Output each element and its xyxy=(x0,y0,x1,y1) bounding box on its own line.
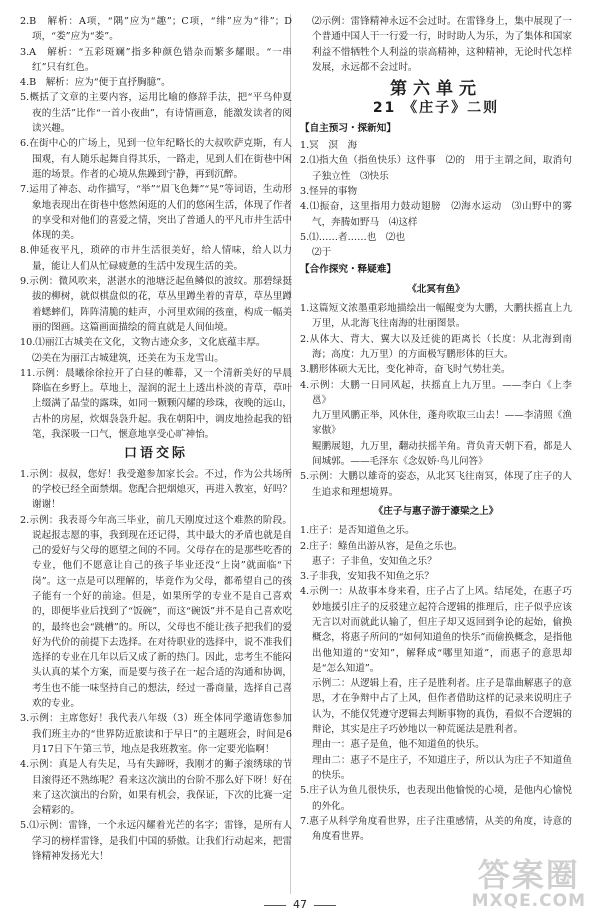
preview-3: 3.怪异的事物 xyxy=(300,185,358,197)
section-heading-preview: 【自主预习・探新知】 xyxy=(300,122,396,134)
preview-2: 2.⑴指大鱼（指鱼快乐）这件事 ⑵的 用于主谓之间，取消句子独立性 ⑶快乐 xyxy=(300,155,572,182)
haoliang-4-b: 示例二：从逻辑上看，庄子是胜利者。庄子是靠曲解惠子的意思，才在争辩中占了上风，但作者借助这样的记录来说明庄子认为，不能仅凭遵守逻辑去判断事物的真伪，看似不合逻辑的辩论，其实是庄子巧妙地以一种荒诞法是胜利者。 xyxy=(312,678,572,736)
answer-8: 8.伸延夜平凡，琐碎的市井生活很美好，给人情味，给人以力量，能让人们从忙碌疲惫的生活中发现生活的美。 xyxy=(20,245,292,272)
answer-9: 9.示例：微风吹来，湛湛水的池塘泛起鱼鳞似的波纹。那碧绿挺拔的柳树，就似棋盘似的花，草丛里蹲坐着的青草，草丛里蹲着蟋蟀们，阵阵清脆的蛙声，小河里欢闹的孩童，构成一幅美丽的图画。这篇画面描绘的简直就是人间仙境。 xyxy=(20,276,292,333)
haoliang-2: 2.庄子：鲦鱼出游从容，是鱼之乐也。 xyxy=(300,540,463,552)
beiming-3: 3.鹏形体硕大无比，变化神奇，奋飞时气势壮美。 xyxy=(300,364,511,376)
beiming-4: 4.示例：大鹏一日同风起，扶摇直上九万里。——李白《上李邕》 xyxy=(300,379,572,406)
beiming-1: 1.这篇短文浓墨重彩地描绘出一幅鲲变为大鹏，大鹏扶摇直上九万里，从北海飞往南海的壮丽图景。 xyxy=(300,303,572,330)
oral-answer-2: 2.示例：我表哥今年高三毕业，前几天刚度过这个难熬的阶段。说起报志愿的事，我到现在还记得，其中最大的矛盾也就是自己的爱好与父母的愿望之间的不同。父母存在的是那些吃香的专业，他们不愿意让自己的孩子毕业还没“上岗”就面临“下岗”。这一点是可以理解的，毕竟作为父母，都希望自己的孩子能有一个好的前途。但是，如果所学的专业不是自己喜欢的，即便毕业后找到了“饭碗”，而这“碗饭”并不是自己喜欢吃的，最终也会“跳槽”的。所以，父母也不能让孩子把我们的爱好为代价的前提下去选择。在对待职业的选择中，说不准我们选择的专业在几年以后又成了新的热门。因此，忠考生不能闷头认真的某个方案，而是要与孩子在一起合适的沟通和协调，考生也不能一味坚持自己的想法，经过一番商量，选择自己喜欢的专业。 xyxy=(20,514,292,710)
haoliang-7: 7.惠子从科学角度看世界，庄子注重感情，从美的角度，诗意的角度看世界。 xyxy=(300,815,572,843)
answer-6: 6.在街中心的广场上，见到一位年纪略长的大叔吹萨克斯，有人围观，有人随乐起舞自得其乐，一路走，见到人们在街巷中闲逛的场景。作者的心境从焦躁到宁静，再到沉醉。 xyxy=(20,138,292,180)
answer-10: 10.⑴丽江古城美在文化，文物古迹众多，文化底蕴丰厚。 xyxy=(20,337,266,349)
oral-answer-4: 4.示例：真是人有失足，马有失蹄呀，我刚才的狮子滚绣球的节目滚得还不熟练呢？看来这次演出的台阶不那么好下呀！好在来了这次演出的台阶，如果有机会，我保证，下次的比赛一定会精彩的。 xyxy=(20,759,292,817)
haoliang-4: 4.示例一：从故事本身来看，庄子占了上风。结尾处，在惠子巧妙地援引庄子的反驳建立起符合逻辑的推理后，庄子似乎应该无言以对而就此认输了，但庄子却又返回到争论的起始，偷换概念，将惠子所问的“如何知道鱼的快乐”而偷换概念，是指他出他知道的“安知”，解释成“哪里知道”，而惠子的意思却是“怎么知道”。 xyxy=(300,586,572,674)
answer-3: 3.A 解析：“五彩斑斓”指多种颜色错杂而繁多耀眼。“一串红”只有红色。 xyxy=(20,46,292,73)
haoliang-4-c: 理由一：惠子是鱼，他不知道鱼的快乐。 xyxy=(312,739,485,751)
page-number-dash-left xyxy=(264,905,286,906)
beiming-4-c: 鲲鹏展翅，九万里，翻动扶摇羊角。背负青天朝下看，都是人间城郭。——毛泽东《念奴娇·鸟儿问答》 xyxy=(312,440,572,468)
beiming-4-b: 九万里风鹏正举，风休住，蓬舟吹取三山去！——李清照《渔家傲》 xyxy=(312,410,572,437)
unit-title: 第六单元 xyxy=(390,79,482,100)
section-heading-explore: 【合作探究・释疑难】 xyxy=(300,264,396,276)
preview-5-b: ⑵于 xyxy=(312,247,332,259)
haoliang-3: 3.子非我，安知我不知鱼之乐？ xyxy=(300,571,434,583)
preview-1: 1.冥 溟 海 xyxy=(300,140,358,152)
haoliang-5: 5.庄子认为鱼儿很快乐，也表现出他愉悦的心境，是他内心愉悦的外化。 xyxy=(300,785,572,812)
beiming-2: 2.从体大、背大、翼大以及迁徙的距离长（长度：从北海到南海；高度：九万里）的方面极写鹏形体的巨大。 xyxy=(300,333,572,360)
answer-7: 7.运用了神态、动作描写，“举”“眉飞色舞”“晃”等词语，生动形象地表现出在街巷中悠然闲逛的人们的悠闲生活，体现了作者的享受和对他们的喜爱之情，突出了普通人的平凡市井生活中体现的美。 xyxy=(20,184,292,242)
answer-5: 5.概括了文章的主要内容，运用比喻的修辞手法，把“平乌仲夏夜的生活”比作“一首小夜曲”，有诗情画意，能激发读者的阅读兴趣。 xyxy=(20,92,292,135)
watermark xyxy=(472,858,586,910)
page-number-dash-right xyxy=(314,905,336,906)
page-number-text: 47 xyxy=(293,898,307,911)
answer-11: 11.示例：晨曦徐徐拉开了白昼的帷幕，又一个清新美好的早晨降临在乡野上。草地上，湿润的泥土上透出朴淡的青草，草叶上缀满了晶莹的露珠，如同一颗颗闪耀的珍珠，夜晚的远山，古朴的房屋，炊烟袅袅升起。我在朝阳中，调皮地捡起我的铅笔，我深吸一口气，惬意地享受心旷神怡。 xyxy=(20,367,292,441)
right-column xyxy=(300,14,572,844)
answer-10-b: ⑵美在为丽江古城建筑，还美在为玉龙雪山。 xyxy=(32,352,224,364)
beiming-5: 5.示例：大鹏以雄奇的姿态，从北冥飞往南冥，体现了庄子的人生追求和理想境界。 xyxy=(300,471,572,498)
haoliang-2-b: 惠子：子非鱼，安知鱼之乐？ xyxy=(312,555,437,567)
oral-answer-1: 1.示例：叔叔，您好！我受邀参加家长会。不过，作为公共场所的学校已经全面禁烟。您配合把烟熄灭，再进入教室，好吗？谢谢！ xyxy=(20,468,292,511)
left-column xyxy=(20,14,292,864)
haoliang-1: 1.庄子：是否知道鱼之乐。 xyxy=(300,525,415,537)
preview-5: 5.⑴……者……也 ⑵也 xyxy=(300,231,406,243)
subheading-beiming: 《北冥有鱼》 xyxy=(407,283,465,295)
subheading-haoliang: 《庄子与惠子游于濠梁之上》 xyxy=(373,505,499,517)
haoliang-4-d: 理由二：惠子不是庄子，不知道庄子，所以认为庄子不知道鱼的快乐。 xyxy=(312,754,572,781)
oral-answer-5-b: ⑵示例：雷锋精神永远不会过时。在雷锋身上，集中展现了一个普通中国人干一行爱一行，时时助人为乐，为了集体和国家利益不惜牺牲个人利益的崇高精神，这种精神，无论时代怎样发展，永远都不会过时。 xyxy=(312,16,572,73)
watermark-text: 答案圈 xyxy=(477,856,580,894)
lesson-title: 21 《庄子》二则 xyxy=(372,100,500,117)
preview-4: 4.⑴振奋，这里指用力鼓动翅膀 ⑵海水运动 ⑶山野中的雾气，奔腾如野马 ⑷这样 xyxy=(300,201,572,228)
watermark-url: MXQE.COM xyxy=(471,891,586,911)
answer-2: 2.B 解析：A项，“隅”应为“趣”；C项，“绯”应为“徘”；D项，“娄”应为“娄”。 xyxy=(20,16,292,43)
oral-answer-5: 5.⑴示例：雷锋，一个永远闪耀着光芒的名字；雷锋，是所有人学习的榜样雷锋，是我们中国的骄傲。让我们行动起来，把雷锋精神发扬光大！ xyxy=(20,820,292,863)
answer-4: 4.B 解析：应为“便于直抒胸臆”。 xyxy=(20,77,171,89)
section-title-oral: 口语交际 xyxy=(123,446,188,462)
oral-answer-3: 3.示例：主席您好！我代表八年级（3）班全体同学邀请您参加我们班主办的“世界防近旅读和于早日”的主题班会，时间是6月17日下午第三节，地点是我班教室。你一定要光临啊！ xyxy=(20,713,292,755)
